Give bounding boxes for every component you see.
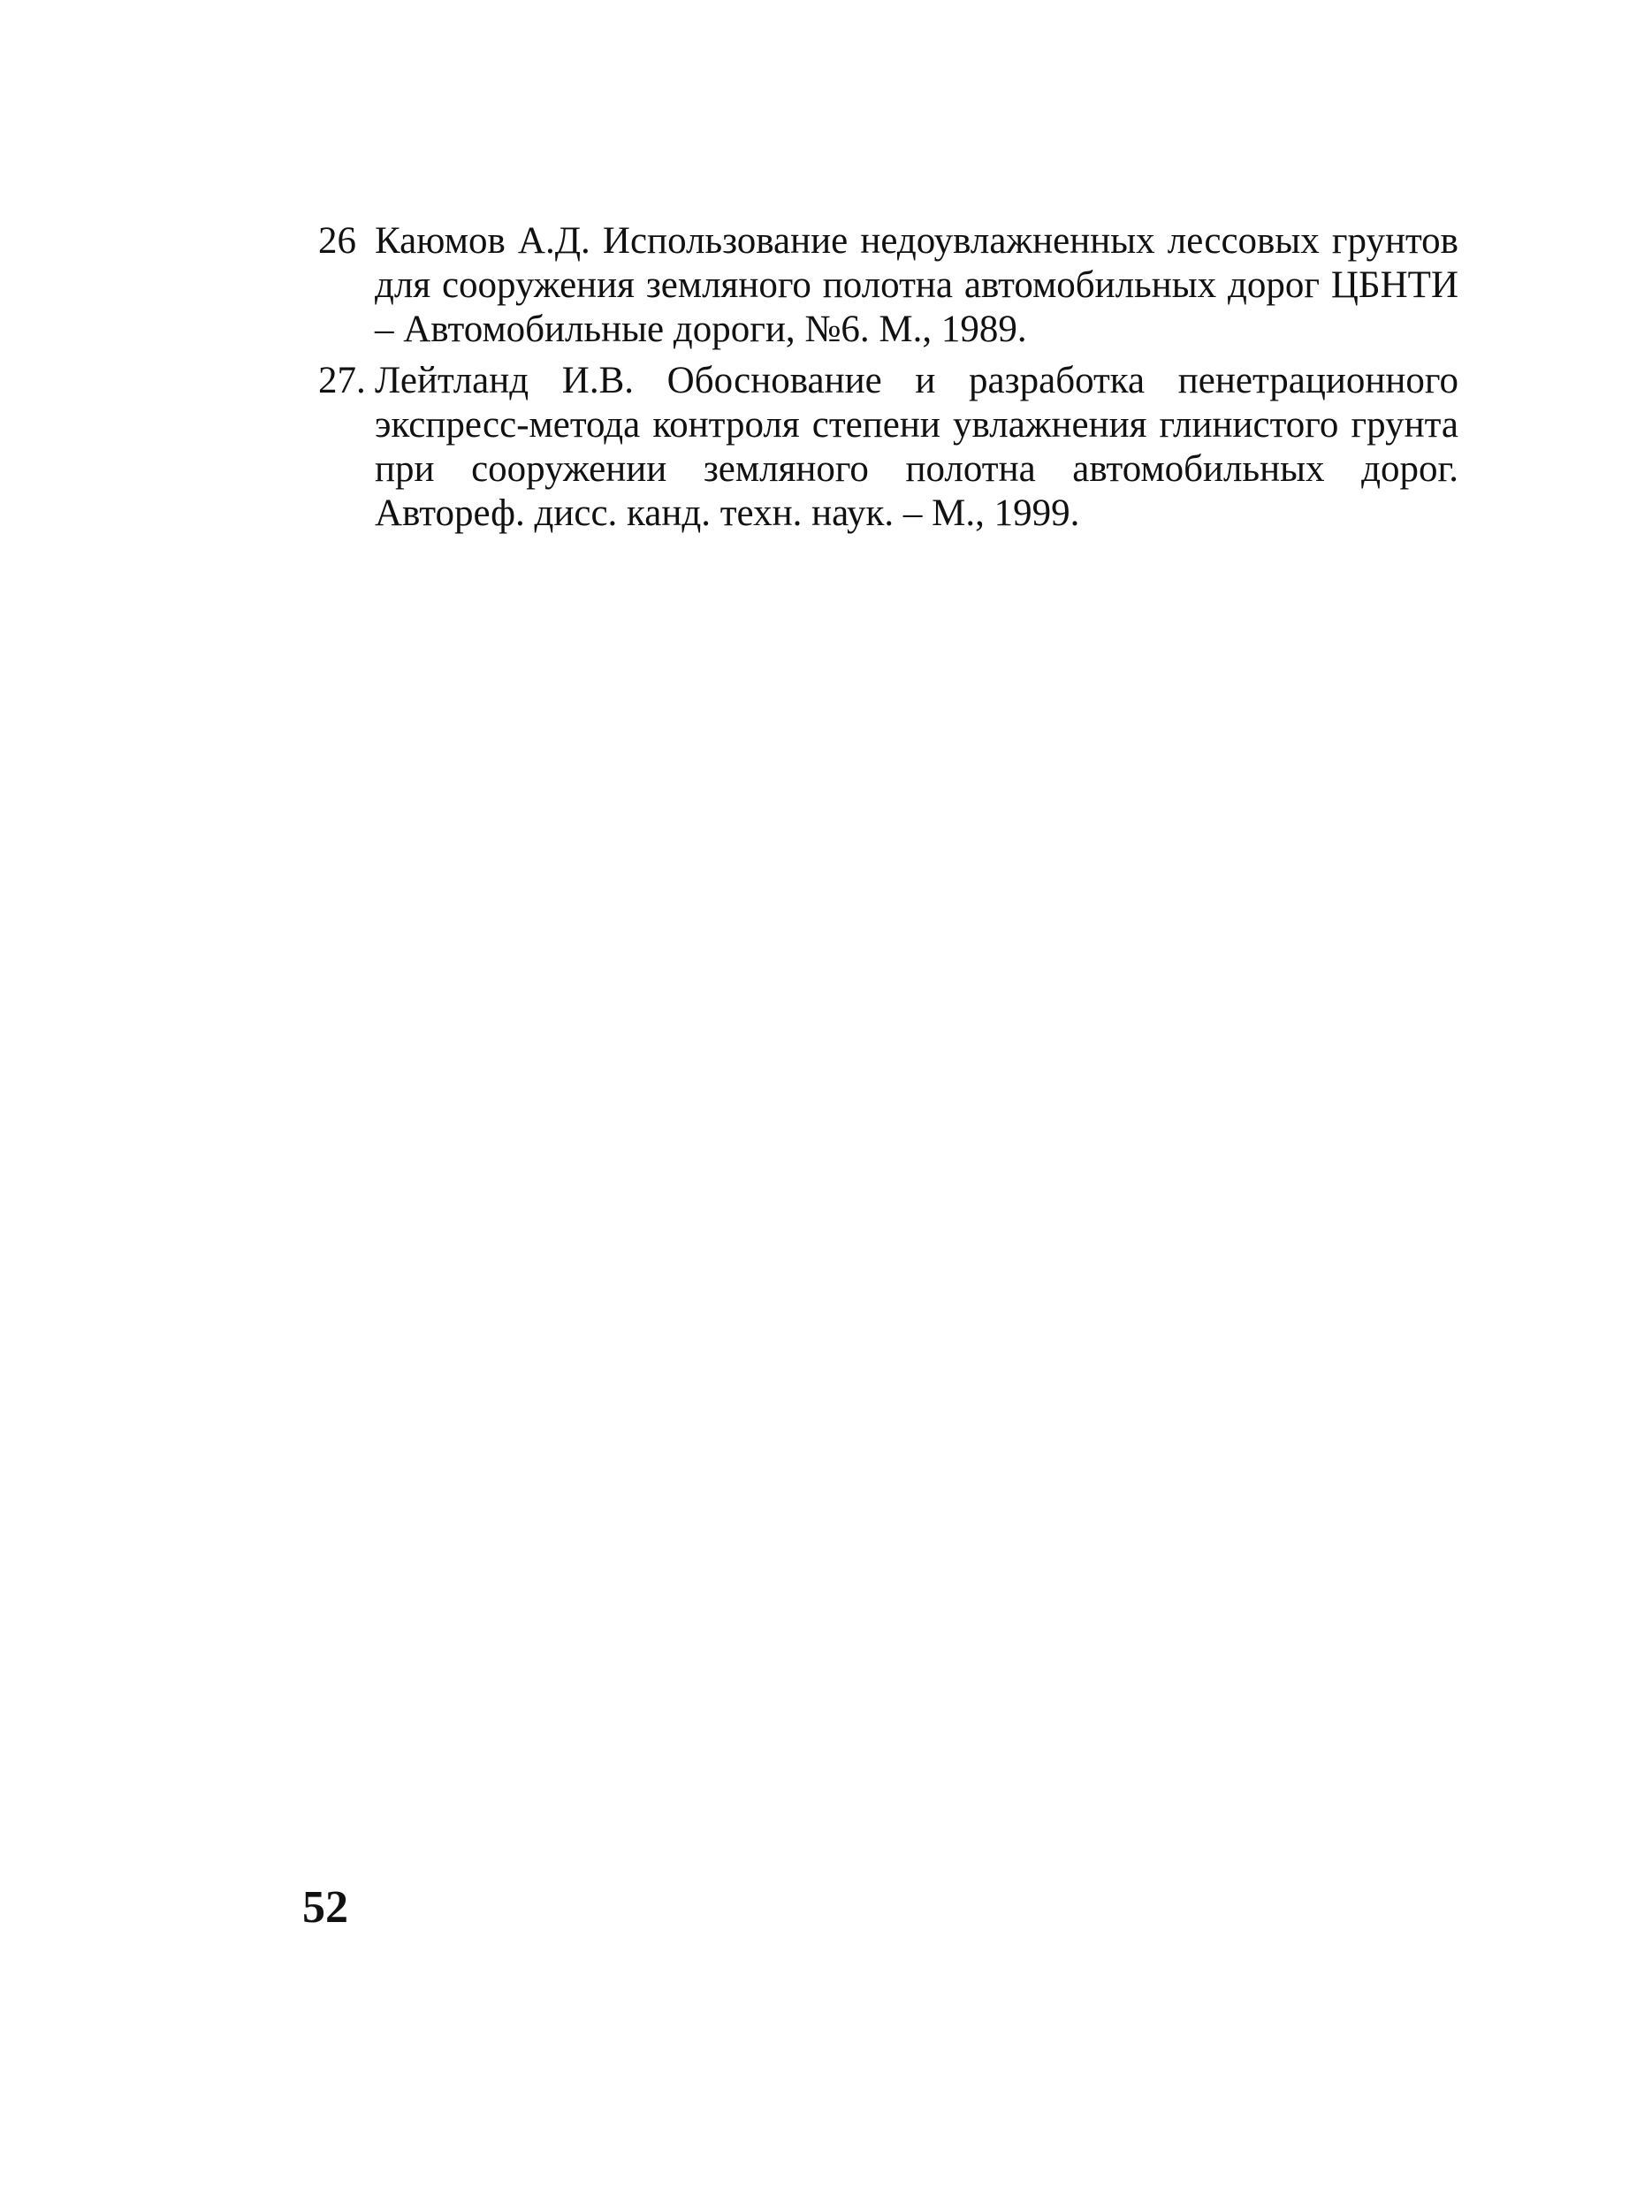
reference-number: 27. <box>318 360 366 401</box>
reference-list <box>318 219 1458 543</box>
reference-item-27 <box>318 359 1458 536</box>
reference-number: 26 <box>318 220 356 262</box>
page-number: 52 <box>302 1882 348 1933</box>
reference-item-26 <box>318 219 1458 352</box>
reference-text: Лейтланд И.В. Обоснование и разработка пенетрационного экспресс-метода контроля степени увлажнения глинистого грунта при сооружении земляного полотна автомобильных дорог. Автореф. дисс. канд. техн. наук. – М., 1999. <box>375 360 1458 534</box>
reference-text: Каюмов А.Д. Использование недоувлажненных лессовых грунтов для сооружения земляного полотна автомобильных дорог ЦБНТИ – Автомобильные дороги, №6. М., 1989. <box>375 220 1458 350</box>
